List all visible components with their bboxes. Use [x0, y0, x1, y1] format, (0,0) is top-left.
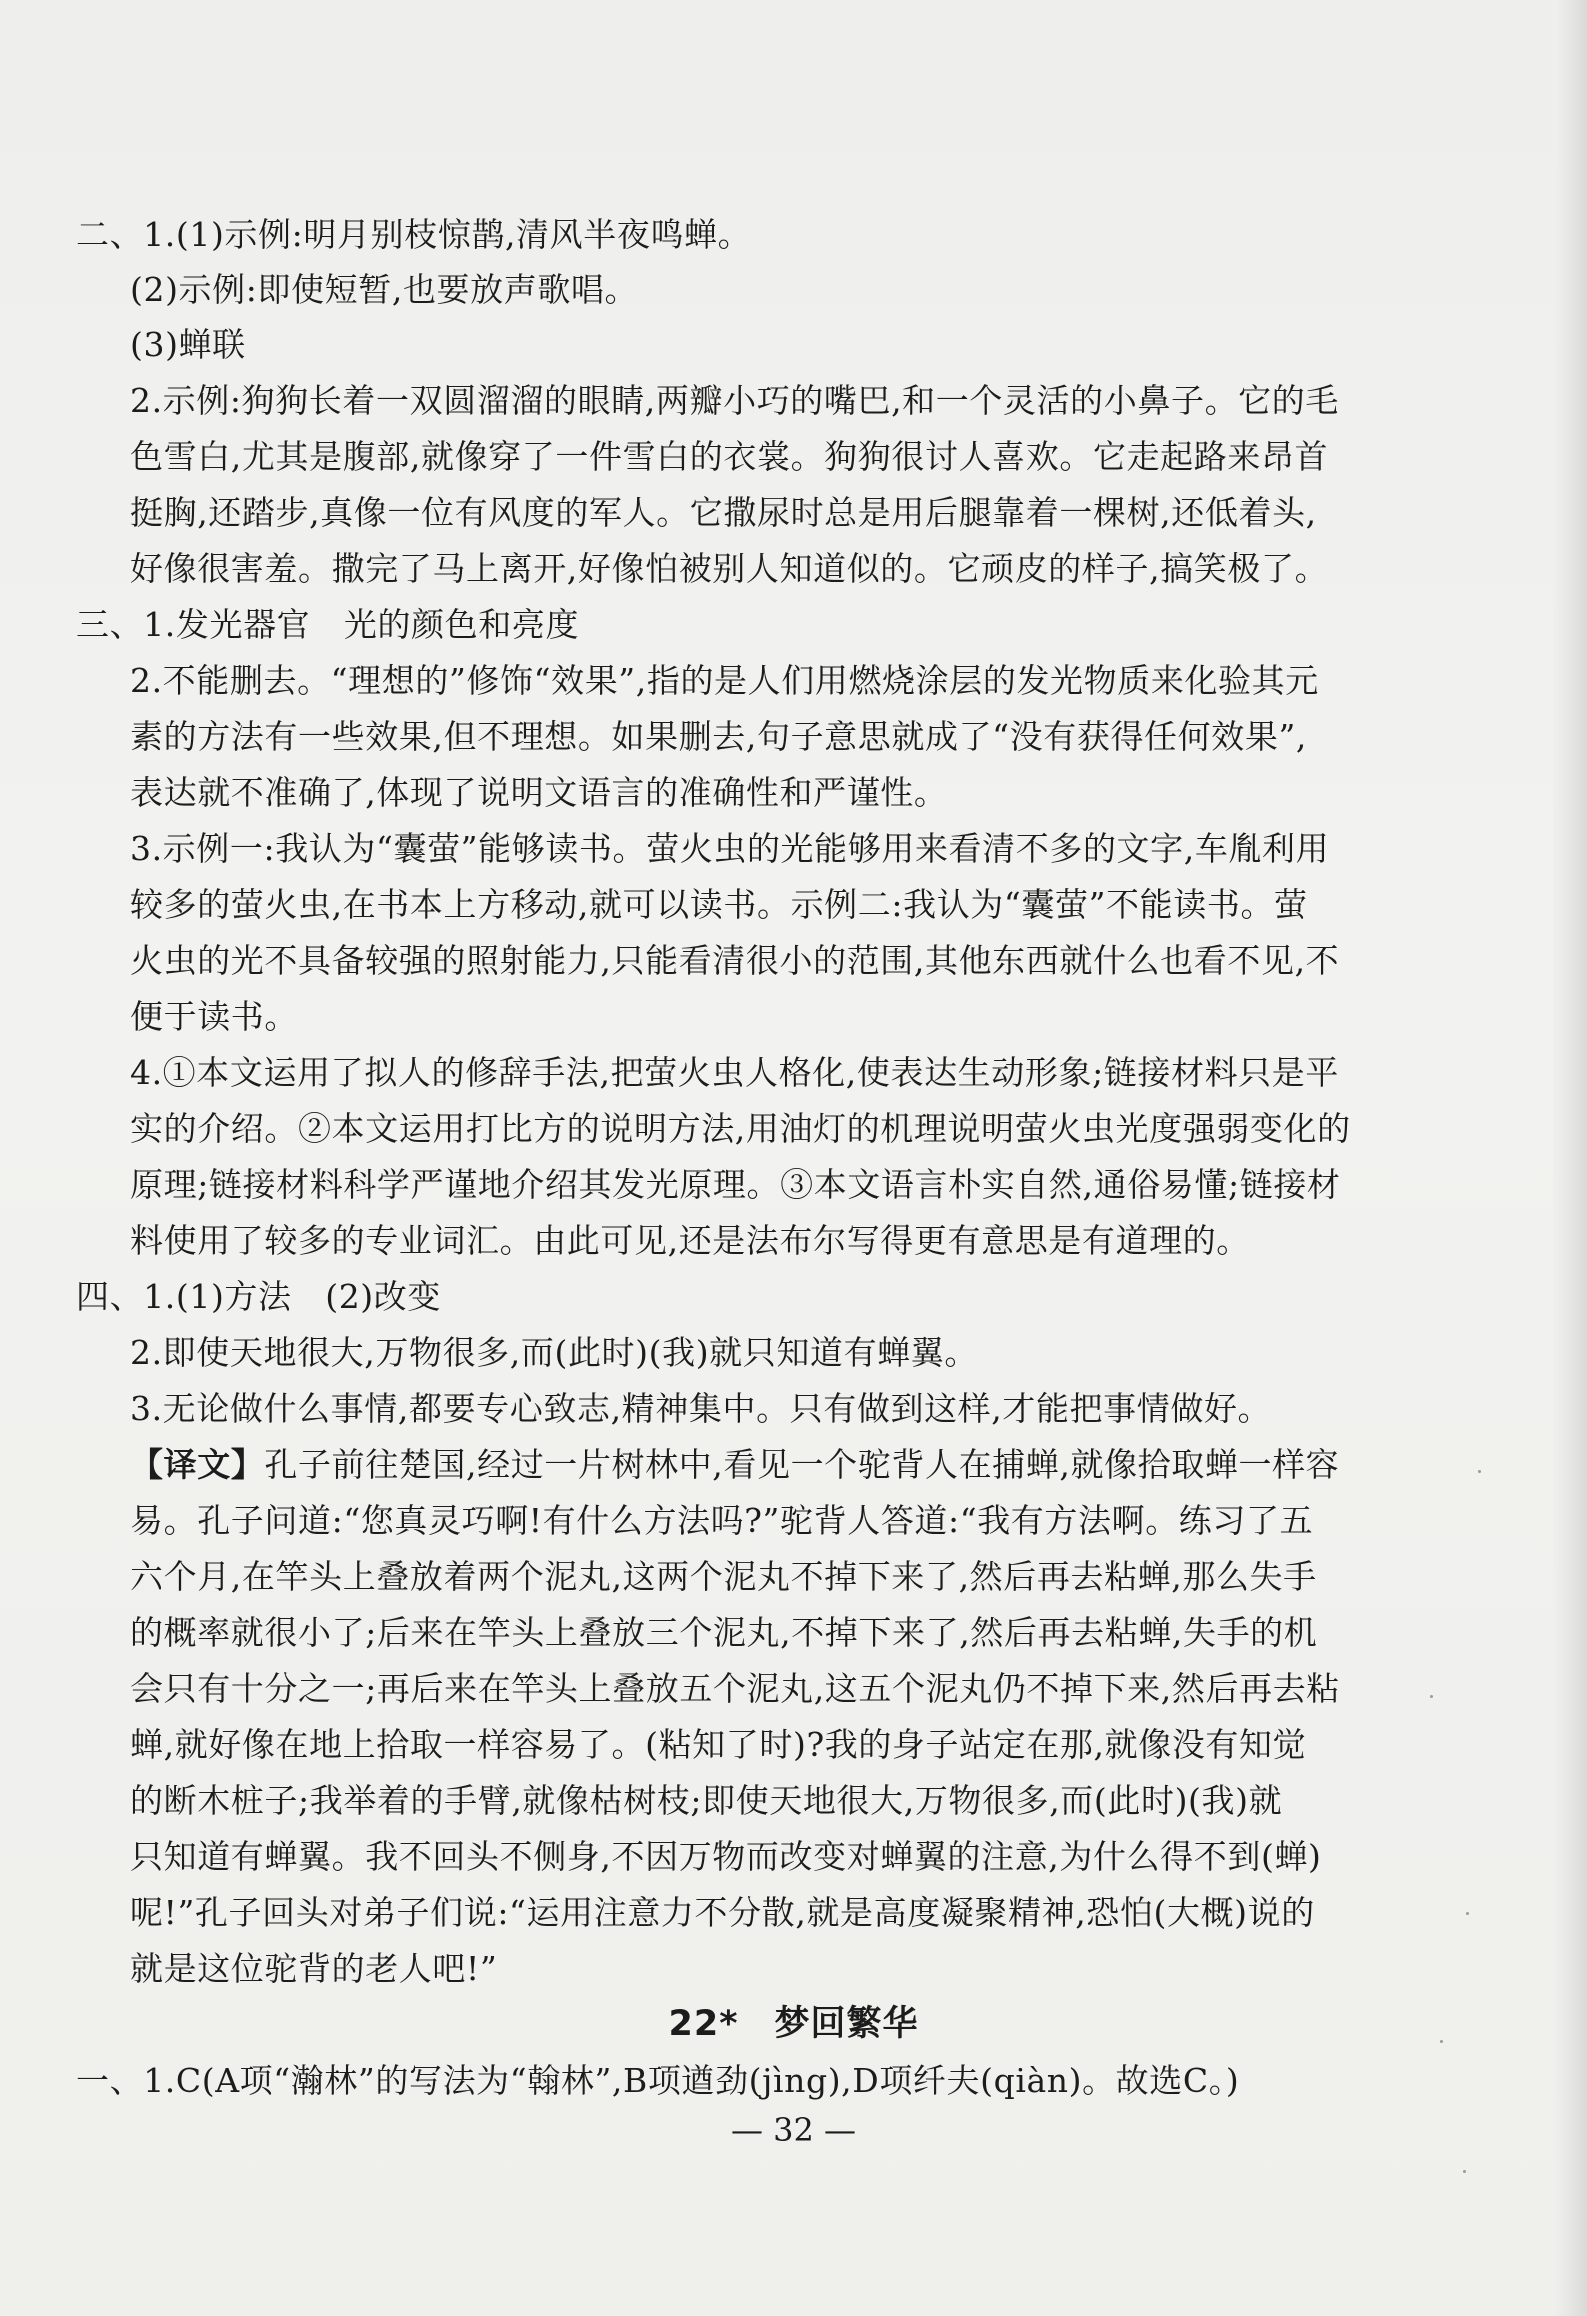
answer-line: (2)示例:即使短暂,也要放声歌唱。	[130, 270, 639, 309]
scan-speck	[1463, 2170, 1466, 2173]
translation-first-line	[130, 1442, 1339, 1488]
answer-line: 的断木桩子;我举着的手臂,就像枯树枝;即使天地很大,万物很多,而(此时)(我)就	[130, 1781, 1283, 1820]
scan-speck	[1430, 1695, 1433, 1698]
answer-line: 蝉,就好像在地上拾取一样容易了。(粘知了时)?我的身子站定在那,就像没有知觉	[130, 1725, 1307, 1764]
page-number: — 32 —	[730, 2111, 857, 2149]
scan-speck	[1478, 1470, 1481, 1473]
answer-line: 3.示例一:我认为“囊萤”能够读书。萤火虫的光能够用来看清不多的文字,车胤利用	[130, 829, 1330, 868]
scan-speck	[1440, 2040, 1443, 2043]
answer-line: 一、1.C(A项“瀚林”的写法为“翰林”,B项遒劲(jìng),D项纤夫(qiàn)。故选C。)	[76, 2061, 1240, 2100]
scan-speck	[1466, 1912, 1469, 1915]
answer-line: 3.无论做什么事情,都要专心致志,精神集中。只有做到这样,才能把事情做好。	[130, 1389, 1272, 1428]
answer-line: 就是这位驼背的老人吧!”	[130, 1949, 498, 1988]
answer-line: 四、1.(1)方法 (2)改变	[76, 1277, 441, 1316]
scan-edge-shadow	[1553, 0, 1587, 2316]
answer-line: 会只有十分之一;再后来在竿头上叠放五个泥丸,这五个泥丸仍不掉下来,然后再去粘	[130, 1669, 1340, 1708]
answer-line: 料使用了较多的专业词汇。由此可见,还是法布尔写得更有意思是有道理的。	[130, 1221, 1250, 1260]
answer-line: 二、1.(1)示例:明月别枝惊鹊,清风半夜鸣蝉。	[76, 215, 752, 254]
answer-line: 易。孔子问道:“您真灵巧啊!有什么方法吗?”驼背人答道:“我有方法啊。练习了五	[130, 1501, 1314, 1540]
section-title: 22* 梦回繁华	[668, 2004, 919, 2044]
answer-line: 的概率就很小了;后来在竿头上叠放三个泥丸,不掉下来了,然后再去粘蝉,失手的机	[130, 1613, 1318, 1652]
translation-tag: 【译文】	[130, 1445, 265, 1484]
answer-line: 4.①本文运用了拟人的修辞手法,把萤火虫人格化,使表达生动形象;链接材料只是平	[130, 1053, 1339, 1092]
answer-line: 六个月,在竿头上叠放着两个泥丸,这两个泥丸不掉下来了,然后再去粘蝉,那么失手	[130, 1557, 1317, 1596]
answer-line: 呢!”孔子回头对弟子们说:“运用注意力不分散,就是高度凝聚精神,恐怕(大概)说的	[130, 1893, 1315, 1932]
answer-line: 实的介绍。②本文运用打比方的说明方法,用油灯的机理说明萤火虫光度强弱变化的	[130, 1109, 1351, 1148]
answer-line: 素的方法有一些效果,但不理想。如果删去,句子意思就成了“没有获得任何效果”,	[130, 717, 1308, 756]
answer-line: 挺胸,还踏步,真像一位有风度的军人。它撒尿时总是用后腿靠着一棵树,还低着头,	[130, 493, 1317, 532]
answer-line: 原理;链接材料科学严谨地介绍其发光原理。③本文语言朴实自然,通俗易懂;链接材	[130, 1165, 1341, 1204]
answer-line: 色雪白,尤其是腹部,就像穿了一件雪白的衣裳。狗狗很讨人喜欢。它走起路来昂首	[130, 437, 1329, 476]
answer-line: 火虫的光不具备较强的照射能力,只能看清很小的范围,其他东西就什么也看不见,不	[130, 941, 1340, 980]
answer-line: 2.即使天地很大,万物很多,而(此时)(我)就只知道有蝉翼。	[130, 1333, 978, 1372]
answer-line: 只知道有蝉翼。我不回头不侧身,不因万物而改变对蝉翼的注意,为什么得不到(蝉)	[130, 1837, 1322, 1876]
answer-line: 表达就不准确了,体现了说明文语言的准确性和严谨性。	[130, 773, 948, 812]
answer-line: 好像很害羞。撒完了马上离开,好像怕被别人知道似的。它顽皮的样子,搞笑极了。	[130, 549, 1329, 588]
answer-line: 2.不能删去。“理想的”修饰“效果”,指的是人们用燃烧涂层的发光物质来化验其元	[130, 661, 1319, 700]
answer-line: (3)蝉联	[130, 325, 246, 364]
answer-line: 2.示例:狗狗长着一双圆溜溜的眼睛,两瓣小巧的嘴巴,和一个灵活的小鼻子。它的毛	[130, 381, 1339, 420]
answer-line: 较多的萤火虫,在书本上方移动,就可以读书。示例二:我认为“囊萤”不能读书。萤	[130, 885, 1308, 924]
translation-text: 孔子前往楚国,经过一片树林中,看见一个驼背人在捕蝉,就像拾取蝉一样容	[264, 1445, 1340, 1484]
answer-line: 三、1.发光器官 光的颜色和亮度	[76, 605, 580, 644]
answer-line: 便于读书。	[130, 997, 298, 1036]
